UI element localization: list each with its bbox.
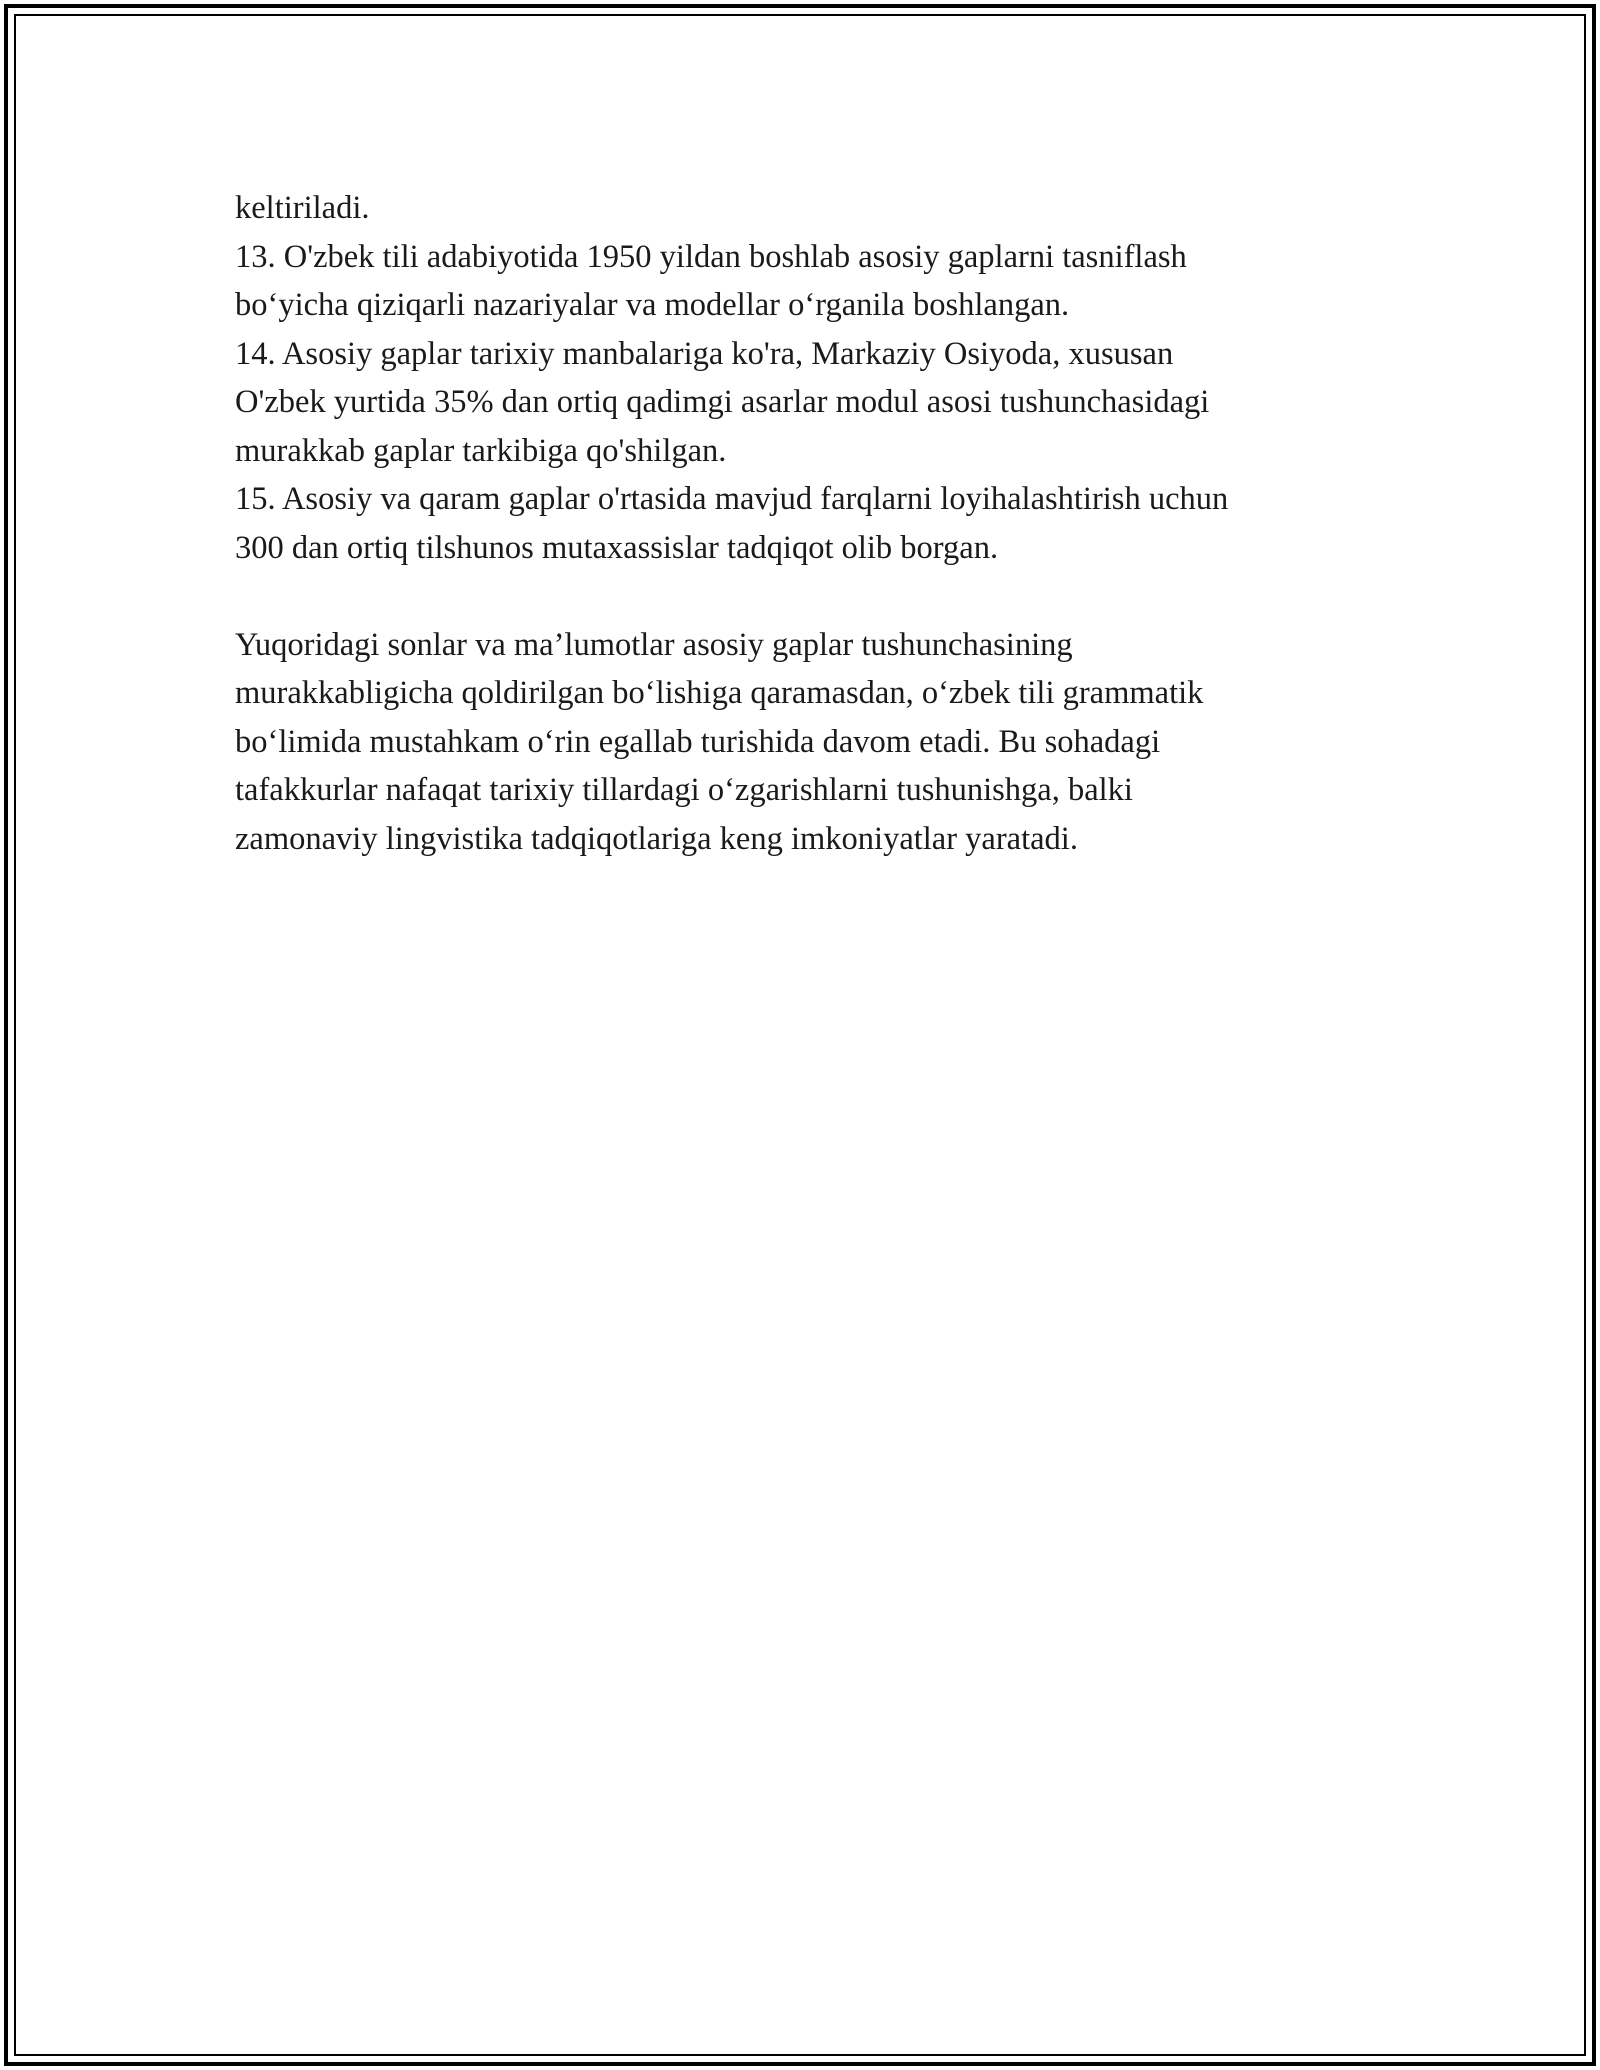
list-item-14 bbox=[235, 330, 1380, 476]
list-item-line: 13. O'zbek tili adabiyotida 1950 yildan boshlab asosiy gaplarni tasniflash bbox=[235, 238, 1187, 275]
paragraph-spacer bbox=[235, 572, 1380, 621]
list-continuation: keltiriladi. bbox=[235, 190, 370, 226]
list-item-line: 300 dan ortiq tilshunos mutaxassislar tadqiqot olib borgan. bbox=[235, 529, 999, 566]
list-item-line: 15. Asosiy va qaram gaplar o'rtasida mavjud farqlarni loyihalashtirish uchun bbox=[235, 481, 1229, 517]
list-item-line: murakkab gaplar tarkibiga qo'shilgan. bbox=[235, 432, 727, 469]
conclusion-line: murakkabligicha qoldirilgan bo‘lishiga qaramasdan, o‘zbek tili grammatik bbox=[235, 675, 1204, 711]
list-item-line: 14. Asosiy gaplar tarixiy manbalariga ko'ra, Markaziy Osiyoda, xususan bbox=[235, 335, 1174, 372]
list-item-15 bbox=[235, 475, 1380, 572]
conclusion-paragraph bbox=[235, 621, 1380, 864]
list-item-line: O'zbek yurtida 35% dan ortiq qadimgi asarlar modul asosi tushunchasidagi bbox=[235, 384, 1210, 420]
conclusion-line: Yuqoridagi sonlar va ma’lumotlar asosiy gaplar tushunchasining bbox=[235, 626, 1073, 663]
list-item-line: bo‘yicha qiziqarli nazariyalar va modellar o‘rganila boshlangan. bbox=[235, 287, 1070, 323]
conclusion-line: zamonaviy lingvistika tadqiqotlariga keng imkoniyatlar yaratadi. bbox=[235, 820, 1078, 857]
conclusion-line: tafakkurlar nafaqat tarixiy tillardagi o‘zgarishlarni tushunishga, balki bbox=[235, 772, 1133, 808]
conclusion-line: bo‘limida mustahkam o‘rin egallab turishida davom etadi. Bu sohadagi bbox=[235, 723, 1161, 760]
list-item-13 bbox=[235, 233, 1380, 330]
document-body bbox=[235, 184, 1380, 863]
